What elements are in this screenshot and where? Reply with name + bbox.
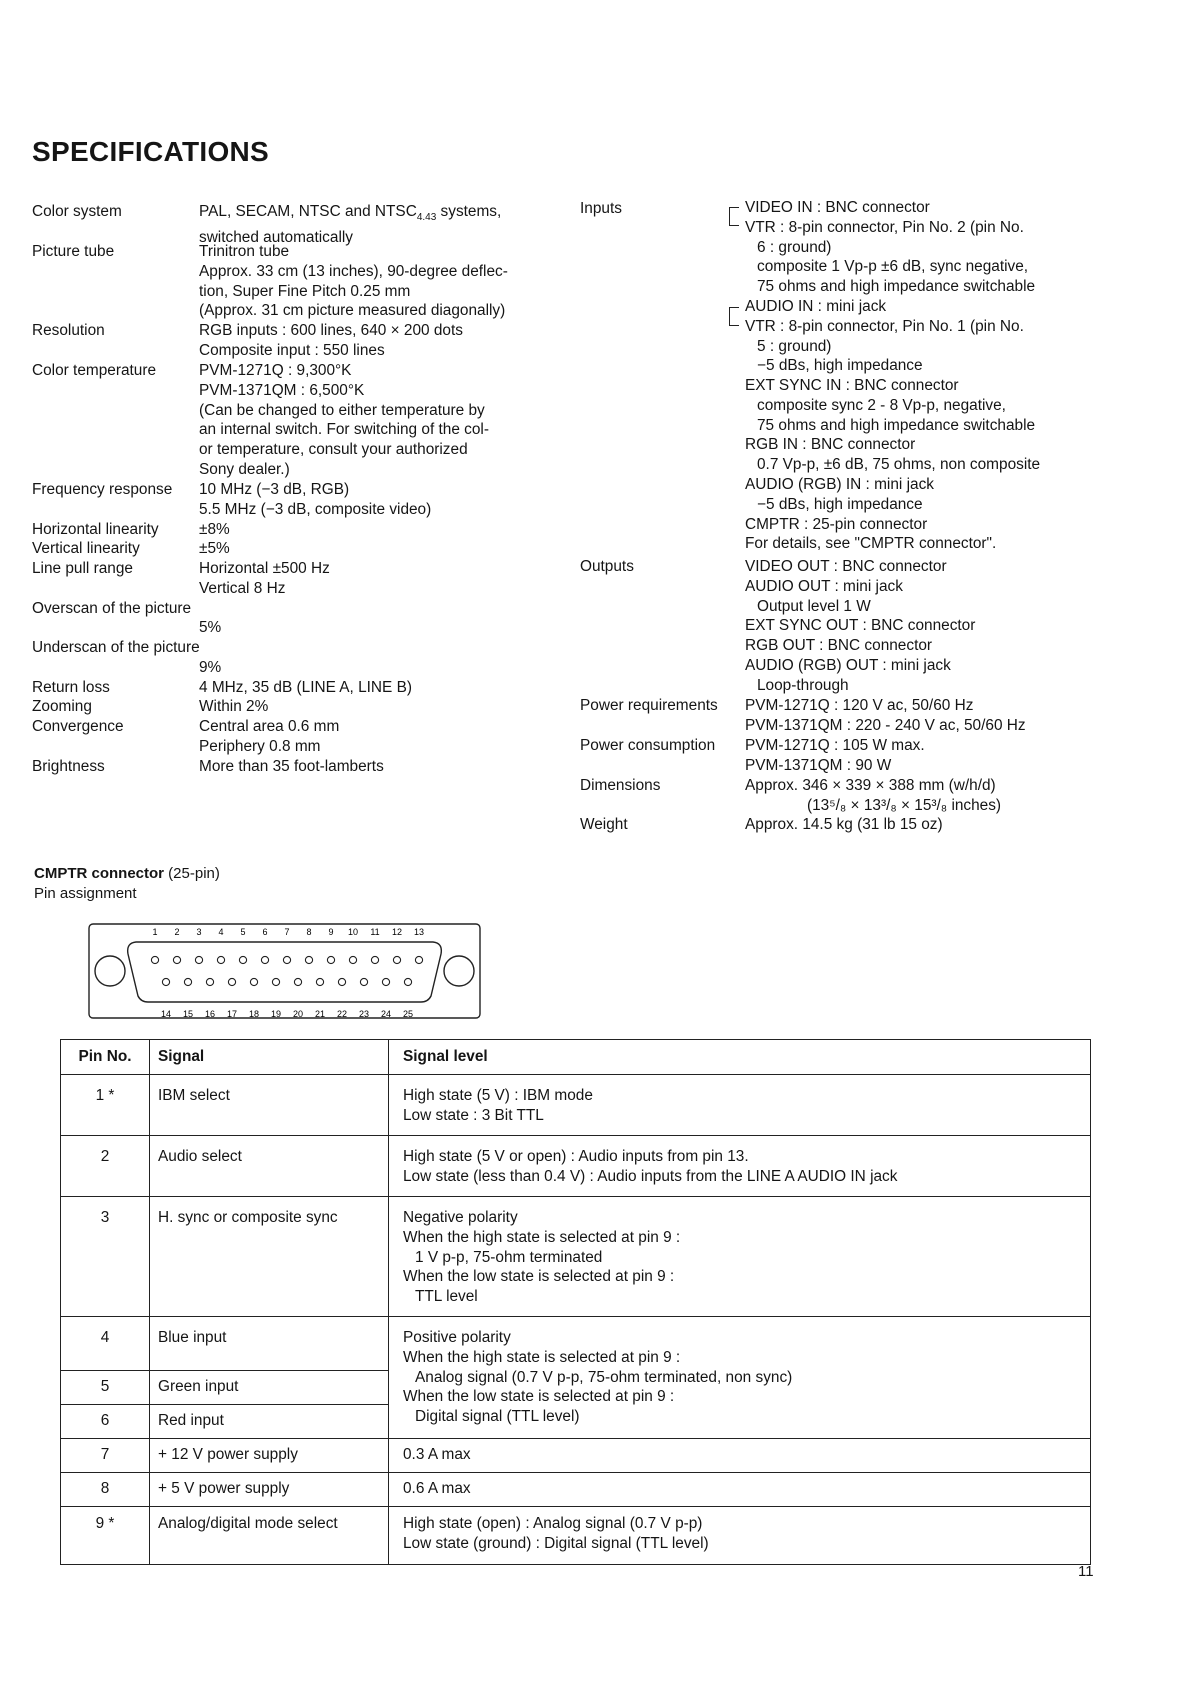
pin-contact [173,956,180,963]
pin-number-label: 21 [314,1009,326,1019]
pin-contact [250,978,257,985]
spec-label-power-consumption: Power consumption [580,737,716,754]
pin-contact [162,978,169,985]
table-row [61,1473,1091,1507]
spec-label-outputs: Outputs [580,558,634,575]
spec-label-weight: Weight [580,816,628,833]
db25-connector-diagram [88,920,484,1022]
pin-contact [382,978,389,985]
table-header-row [61,1040,1091,1075]
pin-contact [294,978,301,985]
pin-number: 8 [100,1480,110,1498]
pin-signal-level: High state (5 V or open) : Audio inputs from pin 13. Low state (less than 0.4 V) : Audio inputs from the LINE A AUDIO IN jack [403,1148,898,1185]
spec-label-overscan: Overscan of the picture [32,600,192,617]
pin-contact [217,956,224,963]
pin-contact [338,978,345,985]
pin-signal: Blue input [158,1329,227,1347]
spec-value-dimensions: Approx. 346 × 339 × 388 mm (w/h/d) (13⁵/₈ × 13³/₈ × 15³/₈ inches) [745,777,1002,814]
pin-number-label: 8 [306,927,312,937]
pin-number: 2 [100,1148,110,1166]
spec-value-inputs-cont: EXT SYNC IN : BNC connector composite sync 2 - 8 Vp-p, negative, 75 ohms and high impedance switchable RGB IN : BNC connector 0.7 Vp-p, ±6 dB, 75 ohms, non composite AUDIO (RGB) IN : mini jack −5 dBs, high impedance CMPTR : 25-pin connector For details, see "CMPTR connector". [745,377,1041,553]
pin-number: 3 [100,1209,110,1227]
spec-label-line-pull-range: Line pull range [32,560,133,577]
pin-number-label: 6 [262,927,268,937]
pin-contact [272,978,279,985]
pin-number-label: 20 [292,1009,304,1019]
pin-number-label: 22 [336,1009,348,1019]
pin-number-label: 12 [391,927,403,937]
bracket-audio [729,307,739,326]
pin-number-label: 3 [196,927,202,937]
pin-number: 6 [100,1412,110,1430]
spec-value-brightness: More than 35 foot-lamberts [199,758,384,775]
spec-value-weight: Approx. 14.5 kg (31 lb 15 oz) [745,816,943,833]
connector-d-shape [128,942,442,1002]
top-pin-numbers [152,927,424,937]
spec-label-vertical-linearity: Vertical linearity [32,540,140,557]
pin-contact [349,956,356,963]
header-pin-no: Pin No. [61,1040,150,1075]
pin-contact [404,978,411,985]
pin-signal-level: 0.3 A max [403,1446,471,1464]
pin-signal: + 5 V power supply [158,1480,290,1498]
pin-number: 4 [100,1329,110,1347]
spec-label-dimensions: Dimensions [580,777,661,794]
page-title: SPECIFICATIONS [32,136,270,167]
pin-signal: + 12 V power supply [158,1446,298,1464]
pin-number-label: 11 [370,927,380,937]
mount-hole-right [444,956,474,986]
pin-signal: IBM select [158,1087,230,1104]
pin-number-label: 18 [248,1009,260,1019]
spec-value-frequency-response: 10 MHz (−3 dB, RGB) 5.5 MHz (−3 dB, composite video) [199,481,432,518]
spec-label-frequency-response: Frequency response [32,481,173,498]
pin-number-label: 25 [402,1009,414,1019]
connector-shell [89,924,480,1018]
table-row [61,1439,1091,1473]
pin-number-label: 7 [284,927,290,937]
table-row [61,1136,1091,1197]
pin-number: 1 * [95,1087,115,1104]
pin-contact [261,956,268,963]
pin-signal-level: Positive polarity When the high state is selected at pin 9 : Analog signal (0.7 V p-p, 75-ohm terminated, non sync) When the low state is selected at pin 9 : Digital signal (TTL level) [403,1329,793,1425]
spec-value-power-consumption: PVM-1271Q : 105 W max. PVM-1371QM : 90 W [745,737,925,774]
pin-number-label: 9 [328,927,334,937]
pin-number: 7 [100,1446,110,1464]
pin-contact [206,978,213,985]
pin-number-label: 17 [226,1009,238,1019]
spec-value-return-loss: 4 MHz, 35 dB (LINE A, LINE B) [199,679,412,696]
spec-value-color-system: PAL, SECAM, NTSC and $NTSC_{4.43}$ systems, switched automatically [199,203,502,246]
spec-value-convergence: Central area 0.6 mm Periphery 0.8 mm [199,718,340,755]
pin-contact [327,956,334,963]
spec-value-horizontal-linearity: ±8% [199,521,230,538]
pin-contact [371,956,378,963]
pin-contact [360,978,367,985]
spec-value-zooming: Within 2% [199,698,269,715]
header-signal-level: Signal level [389,1040,1091,1075]
spec-value-line-pull-range: Horizontal ±500 Hz Vertical 8 Hz [199,560,330,597]
pin-contact [195,956,202,963]
pin-number: 5 [100,1378,110,1396]
spec-label-power-requirements: Power requirements [580,697,718,714]
spec-label-picture-tube: Picture tube [32,243,115,260]
spec-value-overscan: 5% [199,619,222,636]
spec-value-resolution: RGB inputs : 600 lines, 640 × 200 dots Composite input : 550 lines [199,322,463,359]
spec-label-resolution: Resolution [32,322,105,339]
pin-number-label: 19 [270,1009,282,1019]
pin-signal-level: High state (5 V) : IBM mode Low state : 3 Bit TTL [403,1087,593,1124]
bottom-pin-row [162,978,411,985]
spec-value-underscan: 9% [199,659,222,676]
page-number: 11 [1078,1563,1094,1580]
pin-number-label: 1 [152,927,158,937]
spec-label-horizontal-linearity: Horizontal linearity [32,521,159,538]
pin-contact [393,956,400,963]
spec-label-color-temperature: Color temperature [32,362,157,379]
top-pin-row [151,956,422,963]
spec-label-return-loss: Return loss [32,679,110,696]
spec-label-inputs: Inputs [580,200,622,217]
pin-signal-level: Negative polarity When the high state is selected at pin 9 : 1 V p-p, 75-ohm terminated When the low state is selected at pin 9 : TTL level [403,1209,681,1305]
pin-signal: Green input [158,1378,239,1396]
pin-contact [184,978,191,985]
pin-signal: Audio select [158,1148,242,1166]
pin-number: 9 * [95,1515,115,1533]
spec-label-zooming: Zooming [32,698,92,715]
table-row [61,1507,1091,1564]
spec-label-brightness: Brightness [32,758,105,775]
pin-number-label: 14 [160,1009,172,1019]
pin-number-label: 15 [182,1009,194,1019]
pin-number-label: 24 [380,1009,392,1019]
spec-value-color-temperature: PVM-1271Q : 9,300°K PVM-1371QM : 6,500°K (Can be changed to either temperature by an internal switch. For switching of the col- or temperature, consult your authorized Sony dealer.) [199,362,489,478]
pin-signal-level: High state (open) : Analog signal (0.7 V p-p) Low state (ground) : Digital signal (TTL level) [403,1515,709,1552]
pin-number-label: 13 [413,927,425,937]
spec-value-inputs: VIDEO IN : BNC connector VTR : 8-pin connector, Pin No. 2 (pin No. 6 : ground) composite 1 Vp-p ±6 dB, sync negative, 75 ohms and high impedance switchable AUDIO IN : mini jack VTR : 8-pin connector, Pin No. 1 (pin No. 5 : ground) −5 dBs, high impedance [745,199,1036,375]
pin-number-label: 4 [218,927,224,937]
pin-contact [305,956,312,963]
pin-contact [239,956,246,963]
spec-label-color-system: Color system [32,203,122,220]
pin-number-label: 2 [174,927,180,937]
mount-hole-left [95,956,125,986]
table-row [61,1317,1091,1371]
pin-number-label: 5 [240,927,246,937]
spec-label-underscan: Underscan of the picture [32,639,200,656]
spec-value-vertical-linearity: ±5% [199,540,230,557]
pin-number-label: 10 [347,927,359,937]
pin-signal: Analog/digital mode select [158,1515,338,1533]
table-row [61,1197,1091,1317]
pin-assignment-table [60,1039,1091,1565]
pin-signal-level: 0.6 A max [403,1480,471,1498]
spec-value-picture-tube: Trinitron tube Approx. 33 cm (13 inches), 90-degree deflec- tion, Super Fine Pitch 0.25 mm (Approx. 31 cm picture measured diagonally) [199,243,508,320]
spec-value-outputs: VIDEO OUT : BNC connector AUDIO OUT : mini jack Output level 1 W EXT SYNC OUT : BNC connector RGB OUT : BNC connector AUDIO (RGB) OUT : mini jack Loop-through [745,558,976,694]
pin-contact [283,956,290,963]
header-signal: Signal [150,1040,389,1075]
spec-value-power-requirements: PVM-1271Q : 120 V ac, 50/60 Hz PVM-1371QM : 220 - 240 V ac, 50/60 Hz [745,697,1026,734]
pin-contact [415,956,422,963]
cmptr-heading: CMPTR connector (25-pin) Pin assignment [34,865,220,902]
spec-label-convergence: Convergence [32,718,124,735]
pin-number-label: 16 [204,1009,216,1019]
pin-contact [228,978,235,985]
pin-number-label: 23 [358,1009,370,1019]
pin-signal: Red input [158,1412,224,1430]
bracket-video [729,207,739,226]
pin-contact [151,956,158,963]
pin-contact [316,978,323,985]
table-row [61,1075,1091,1136]
pin-signal: H. sync or composite sync [158,1209,338,1227]
